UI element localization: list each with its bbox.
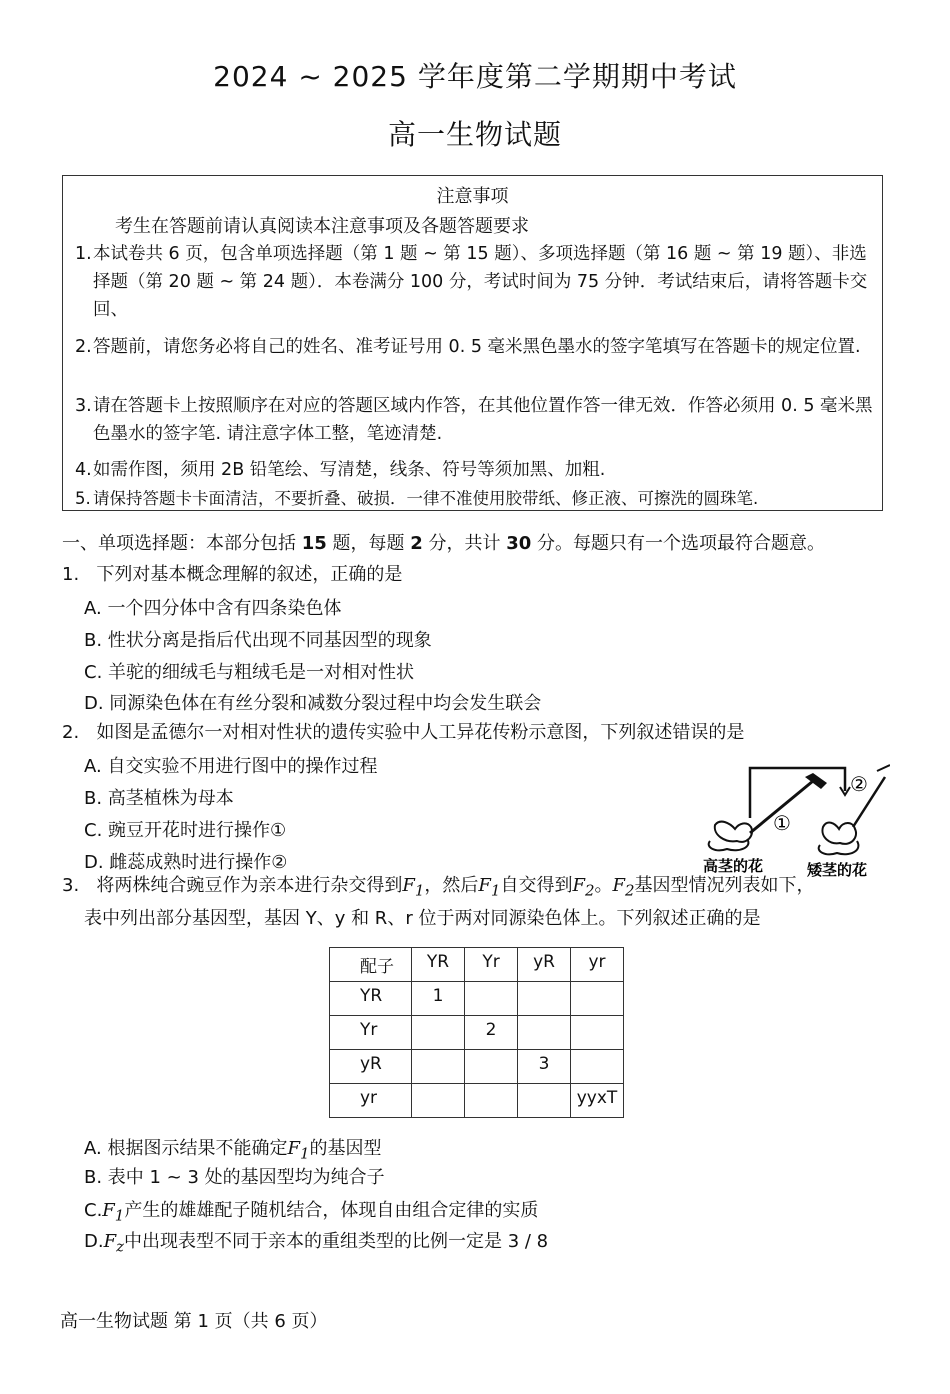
table-cell: YR (330, 982, 412, 1016)
q1-option-a: A. 一个四分体中含有四条染色体 (84, 598, 342, 619)
table-row (330, 982, 624, 1016)
table-cell: yr (330, 1084, 412, 1118)
notice-item: 2. 答题前，请您务必将自己的姓名、准考证号用 0. 5 毫米黑色墨水的签字笔填写在答题卡的规定位置. (75, 337, 861, 357)
table-cell (465, 1084, 518, 1118)
table-cell (518, 1016, 571, 1050)
q3-option-c: $C.F_1$产生的雄雄配子随机结合，体现自由组合定律的实质 (84, 1200, 539, 1225)
exam-subtitle: 高一生物试题 (387, 118, 562, 151)
label-short-flower: 矮茎的花 (807, 861, 868, 879)
q3-option-a: A. 根据图示结果不能确定$F_1$的基因型 (84, 1138, 382, 1163)
table-row (330, 1016, 624, 1050)
notice-intro: 考生在答题前请认真阅读本注意事项及各题答题要求 (115, 216, 529, 237)
table-cell: Yr (465, 948, 518, 982)
question-1: 1. 下列对基本概念理解的叙述，正确的是 (62, 564, 403, 585)
table-cell: 配子 (330, 948, 412, 982)
notice-box (62, 175, 883, 511)
q2-option-c: C. 豌豆开花时进行操作① (84, 820, 287, 841)
q3-option-b: B. 表中 1 ~ 3 处的基因型均为纯合子 (84, 1167, 385, 1188)
section-heading: 一、单项选择题：本部分包括 15 题，每题 2 分，共计 30 分。每题只有一个选项最符合题意。 (62, 533, 826, 554)
table-cell: Yr (330, 1016, 412, 1050)
table-row (330, 1084, 624, 1118)
marker-2: ② (850, 772, 868, 796)
question-3-line2: 表中列出部分基因型，基因 Y、y 和 R、r 位于两对同源染色体上。下列叙述正确的是 (84, 908, 761, 929)
notice-item: 5. 请保持答题卡卡面清洁，不要折叠、破损．一律不准使用胶带纸、修正液、可擦洗的圆珠笔. (75, 489, 759, 508)
q2-option-d: D. 雌蕊成熟时进行操作② (84, 852, 288, 873)
q2-option-a: A. 自交实验不用进行图中的操作过程 (84, 756, 378, 777)
genotype-table (329, 947, 624, 1118)
table-cell (412, 1084, 465, 1118)
table-cell: 3 (518, 1050, 571, 1084)
table-cell (465, 982, 518, 1016)
table-cell (412, 1050, 465, 1084)
table-cell: yyxT (571, 1084, 624, 1118)
question-2: 2. 如图是孟德尔一对相对性状的遗传实验中人工异花传粉示意图，下列叙述错误的是 (62, 722, 745, 743)
exam-title: 2024 ~ 2025 学年度第二学期期中考试 (213, 60, 737, 93)
table-cell: YR (412, 948, 465, 982)
q1-option-b: B. 性状分离是指后代出现不同基因型的现象 (84, 630, 432, 651)
q1-option-c: C. 羊驼的细绒毛与粗绒毛是一对相对性状 (84, 662, 415, 683)
notice-heading: 注意事项 (436, 186, 509, 207)
notice-item: 1. 本试卷共 6 页，包含单项选择题（第 1 题 ~ 第 15 题）、多项选择题（第 16 题 ~ 第 19 题）、非选择题（第 20 题 ~ 第 24 题）．本卷满分 100 分，考试时间为 75 分钟．考试结束后，请将答题卡交回、 (75, 244, 868, 320)
question-3: 3. 将两株纯合豌豆作为亲本进行杂交得到$F_1$，然后$F_1$自交得到$F_2$。$F_2$基因型情况列表如下， (62, 875, 815, 900)
table-cell: 2 (465, 1016, 518, 1050)
table-cell (571, 1050, 624, 1084)
table-cell: 1 (412, 982, 465, 1016)
table-cell (571, 982, 624, 1016)
table-cell: yR (330, 1050, 412, 1084)
table-cell (412, 1016, 465, 1050)
table-cell (571, 1016, 624, 1050)
table-row (330, 1050, 624, 1084)
table-cell: yR (518, 948, 571, 982)
label-tall-flower: 高茎的花 (703, 857, 764, 875)
table-row (330, 948, 624, 982)
table-cell (518, 982, 571, 1016)
marker-1: ① (773, 811, 791, 835)
pollination-figure (695, 763, 890, 883)
q3-option-d: $D.F_z$中出现表型不同于亲本的重组类型的比例一定是 3 / 8 (84, 1231, 549, 1256)
q2-option-b: B. 高茎植株为母本 (84, 788, 234, 809)
q1-option-d: D. 同源染色体在有丝分裂和减数分裂过程中均会发生联会 (84, 693, 542, 714)
notice-item: 3. 请在答题卡上按照顺序在对应的答题区域内作答，在其他位置作答一律无效．作答必须用 0. 5 毫米黑色墨水的签字笔. 请注意字体工整，笔迹清楚. (75, 396, 873, 444)
table-cell: yr (571, 948, 624, 982)
notice-item: 4. 如需作图，须用 2B 铅笔绘、写清楚，线条、符号等须加黑、加粗. (75, 460, 606, 480)
table-cell (465, 1050, 518, 1084)
page-footer: 高一生物试题 第 1 页（共 6 页） (60, 1311, 328, 1332)
table-cell (518, 1084, 571, 1118)
